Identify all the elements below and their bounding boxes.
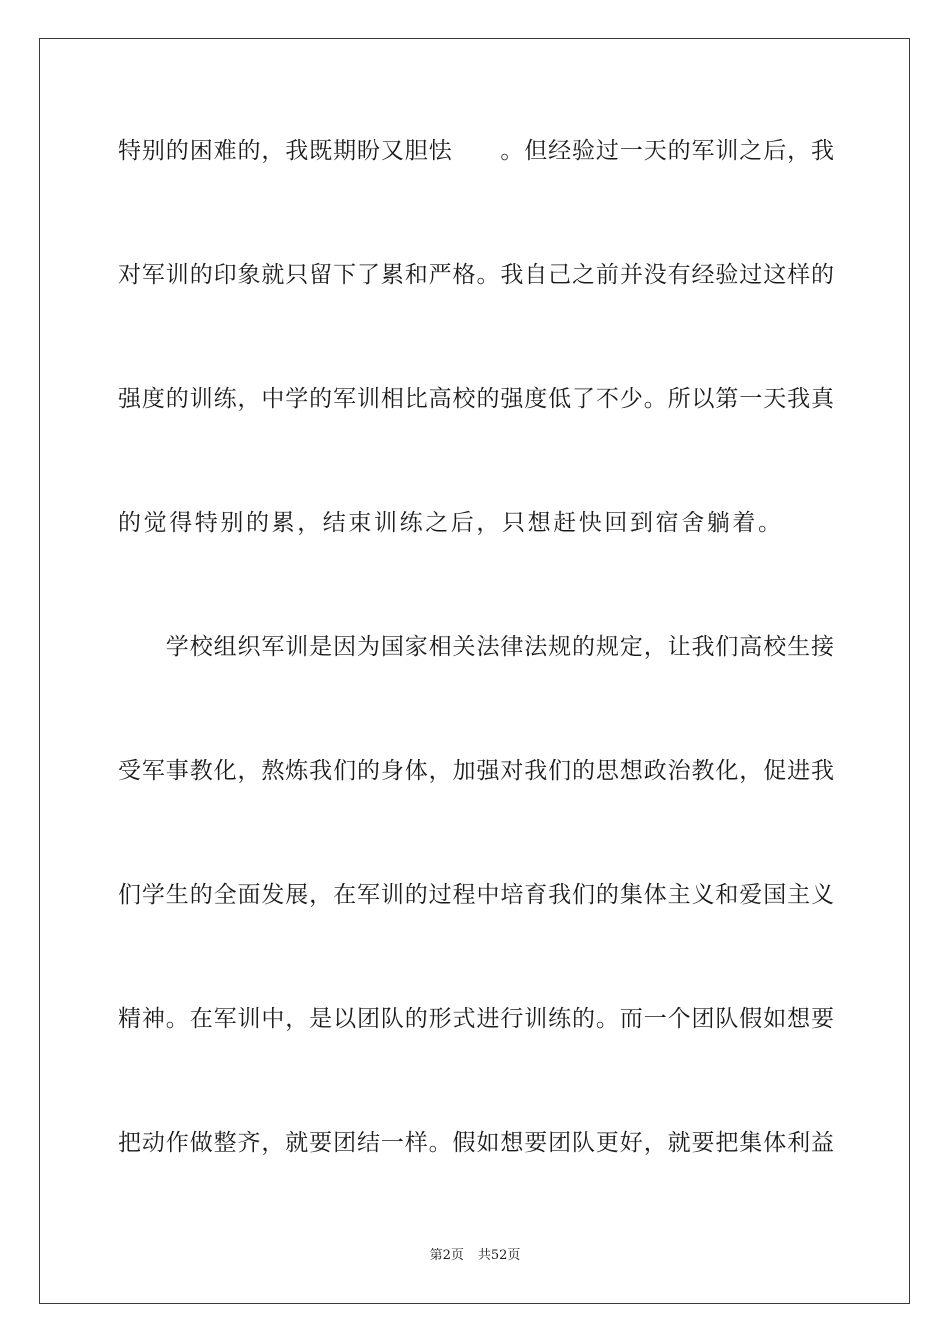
page-total: 共52页 [477,1248,521,1263]
text-line: 强度的训练，中学的军训相比高校的强度低了不少。所以第一天我真 [118,386,834,412]
text-line: 学校组织军训是因为国家相关法律法规的规定，让我们高校生接 [118,634,834,660]
text-line: 对军训的印象就只留下了累和严格。我自己之前并没有经验过这样的 [118,262,834,288]
page-number: 第2页 [429,1248,464,1263]
text-line: 精神。在军训中，是以团队的形式进行训练的。而一个团队假如想要 [118,1006,834,1032]
text-line: 的觉得特别的累，结束训练之后，只想赶快回到宿舍躺着。 [118,510,784,536]
text-line: 们学生的全面发展，在军训的过程中培育我们的集体主义和爱国主义 [118,882,834,908]
text-line: 受军事教化，熬炼我们的身体，加强对我们的思想政治教化，促进我 [118,758,834,784]
page-border [39,38,910,1304]
text-line: 把动作做整齐，就要团结一样。假如想要团队更好，就要把集体利益 [118,1130,834,1156]
text-line: 特别的困难的，我既期盼又胆怯 。但经验过一天的军训之后，我 [118,138,834,164]
page-footer [0,1247,950,1265]
